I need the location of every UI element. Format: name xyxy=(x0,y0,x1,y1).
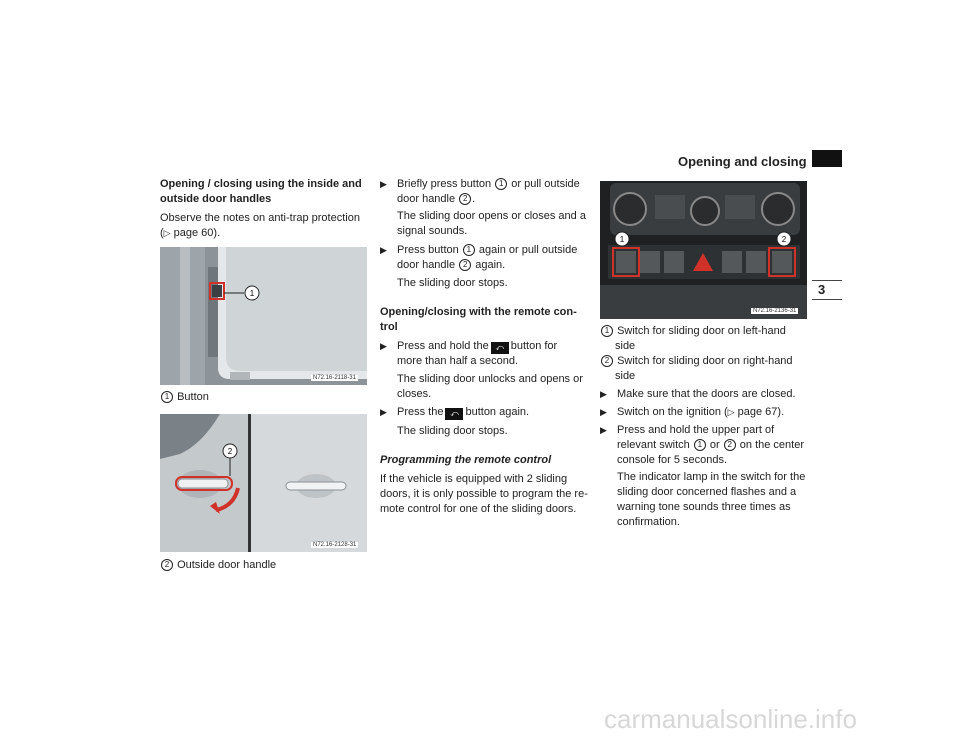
figure1-code: N72.16-2118-31 xyxy=(313,375,356,381)
result-unlocks: The sliding door unlocks and opens or closes. xyxy=(397,373,583,400)
anti-trap-note: Observe the notes on anti-trap protection (▷ page 60). xyxy=(160,212,360,239)
result-indicator-lamp: The indicator lamp in the switch for the sliding door concerned flashes and a warning tone sounds three times as confirmation. xyxy=(617,471,806,528)
figure2-code: N72.16-2128-31 xyxy=(313,542,357,548)
step-arrow-icon: ▶ xyxy=(600,425,607,435)
callout-marker: 2 xyxy=(161,559,173,571)
figure3-code: N72.16-2136-31 xyxy=(753,308,797,314)
callout-marker: 1 xyxy=(161,391,173,403)
figure2-marker: 2 xyxy=(227,447,233,456)
center-console-illustration xyxy=(600,181,807,319)
caption-right-switch: 2 Switch for sliding door on right-hand side xyxy=(600,354,810,384)
step-arrow-icon: ▶ xyxy=(380,341,387,351)
chapter-rule-top xyxy=(812,280,842,281)
result-opens-closes: The sliding door opens or closes and a signal sounds. xyxy=(397,210,586,237)
step-arrow-icon: ▶ xyxy=(600,389,607,399)
remote-key-icon: ⤺ xyxy=(491,342,509,354)
heading-programming: Programming the remote control xyxy=(380,454,552,466)
page-ref-arrow-icon: ▷ xyxy=(727,407,735,417)
step-arrow-icon: ▶ xyxy=(600,407,607,417)
watermark: carmanualsonline.info xyxy=(604,704,857,734)
result-stops-2: The sliding door stops. xyxy=(397,425,508,437)
figure-center-console xyxy=(600,181,807,319)
page-ref-arrow-icon: ▷ xyxy=(163,228,171,238)
step-arrow-icon: ▶ xyxy=(380,245,387,255)
step-arrow-icon: ▶ xyxy=(380,407,387,417)
header-tab xyxy=(812,150,842,167)
figure3-marker-2: 2 xyxy=(781,235,787,244)
figure-door-button xyxy=(160,247,367,385)
section-title: Opening and closing xyxy=(678,154,807,169)
callout-marker: 2 xyxy=(601,355,613,367)
chapter-rule-bottom xyxy=(812,299,842,300)
programming-text: If the vehicle is equipped with 2 sliding doors, it is only possible to program the re- mote control for one of the sliding doors. xyxy=(380,473,588,515)
heading-inside-outside-handles: Opening / closing using the inside and outside door handles xyxy=(160,178,362,205)
heading-remote-control: Opening/closing with the remote con- trol xyxy=(380,306,577,333)
caption-left-switch: 1 Switch for sliding door on left-hand side xyxy=(600,324,810,354)
chapter-number: 3 xyxy=(818,282,826,297)
figure-outside-handle xyxy=(160,414,367,552)
figure1-marker: 1 xyxy=(249,289,255,298)
callout-marker: 1 xyxy=(601,325,613,337)
caption-outside-handle: 2 Outside door handle xyxy=(160,558,276,573)
remote-key-icon: ⤺ xyxy=(445,408,463,420)
caption-button: 1 Button xyxy=(160,390,209,405)
figure3-marker-1: 1 xyxy=(619,235,625,244)
result-stops: The sliding door stops. xyxy=(397,277,508,289)
step-arrow-icon: ▶ xyxy=(380,179,387,189)
outside-handle-illustration xyxy=(160,414,367,552)
door-button-illustration xyxy=(160,247,367,385)
